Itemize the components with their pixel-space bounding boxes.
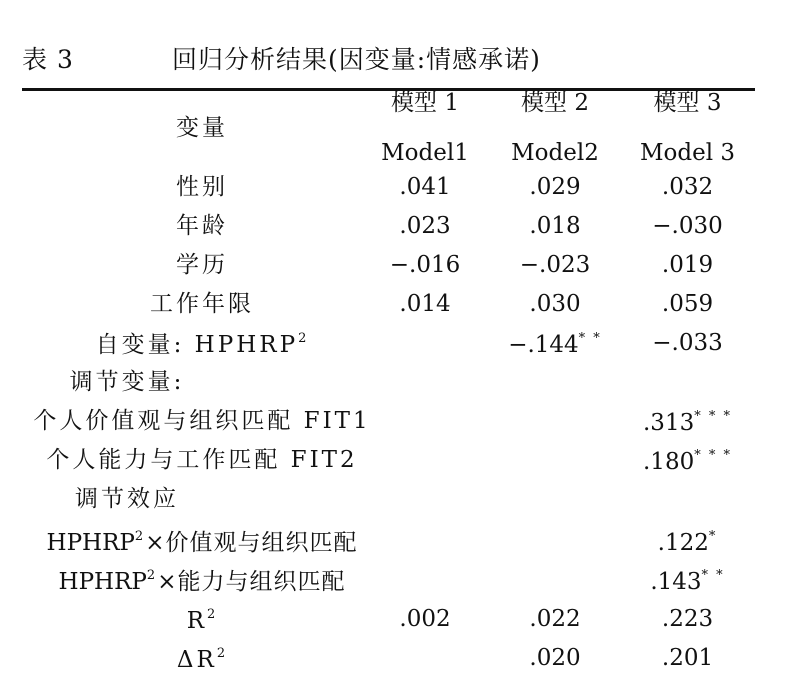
row-label-moderators: 调节变量: [69,369,185,395]
cell: .223 [661,606,714,632]
row-label-fit2: 个人能力与工作匹配 FIT2 [46,447,358,473]
significance-stars: * * * [694,448,732,463]
cell: −.030 [652,213,723,239]
cell: −.033 [652,330,723,356]
header-variable: 变量 [176,115,228,141]
header-model1-cn: 模型 1 [391,90,459,116]
cell: .143* * [650,568,725,595]
significance-stars: * [708,529,718,544]
cell: .022 [529,606,581,632]
cell: .018 [529,213,581,239]
cell: .019 [661,252,714,278]
cell: .023 [399,213,451,239]
cell: .020 [529,645,581,671]
cell: −.023 [519,252,591,278]
table-number: 表 3 [22,45,74,74]
cell: .122* [657,529,718,556]
row-label-interaction-values: $HPHRP^2\times$价值观与组织匹配 [46,529,358,556]
row-label-delta-r-squared: $\Delta R^2$ [176,646,228,673]
cell: .059 [661,291,714,317]
header-model1-en: Model1 [381,140,469,166]
cell: −.144* * [508,331,602,358]
cell: .201 [661,645,714,671]
cell: .032 [661,174,714,200]
header-model2-en: Model2 [511,140,599,166]
cell: .313* * * [643,409,732,436]
top-rule [22,88,755,91]
row-label-r-squared: $R^2$ [186,607,218,634]
cell: .002 [399,606,451,632]
row-label-age: 年龄 [176,213,228,239]
row-label-gender: 性别 [176,174,228,200]
row-label-education: 学历 [176,252,228,278]
row-label-fit1: 个人价值观与组织匹配 FIT1 [33,408,371,434]
row-label-independent-var: 自变量: HPHRP$^2$ [95,331,309,358]
cell: .041 [399,174,451,200]
cell: .014 [399,291,451,317]
row-label-moderation-effect: 调节效应 [75,486,179,512]
header-model2-cn: 模型 2 [521,90,589,116]
cell: .029 [529,174,581,200]
header-model3-cn: 模型 3 [653,90,722,116]
row-label-tenure: 工作年限 [150,291,254,317]
table-title: 回归分析结果(因变量:情感承诺) [172,45,541,74]
header-model3-en: Model 3 [639,140,736,166]
table-caption [22,40,541,76]
cell: .180* * * [643,448,732,475]
cell: −.016 [389,252,461,278]
cell: .030 [529,291,581,317]
significance-stars: * * * [694,409,732,424]
significance-stars: * * [701,568,725,583]
significance-stars: * * [578,331,602,346]
row-label-interaction-ability: $HPHRP^2\times$能力与组织匹配 [58,568,346,595]
